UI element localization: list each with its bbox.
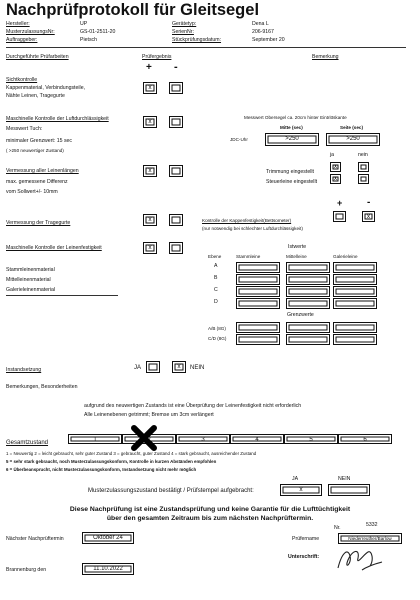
zustand-legend-3: 6 = Überbeansprucht, nicht Musterzulassungskonform, Instandsetzung nicht mehr möglich <box>6 467 197 472</box>
steuerleine-nein-checkbox[interactable] <box>358 174 369 184</box>
trimmung-label: Trimmung eingestellt <box>266 169 314 175</box>
hersteller-label: Hersteller: <box>6 21 30 27</box>
istwerte-label: Istwerte <box>288 244 307 250</box>
nr-label: Nr. <box>334 525 341 531</box>
stammleine-label: Stammleine <box>236 254 261 259</box>
ebene-row-a: A <box>214 263 218 269</box>
leinen-minus-checkbox[interactable] <box>169 165 183 177</box>
col-plus: + <box>146 62 152 73</box>
gesamtzustand-scale <box>68 434 392 444</box>
zustand-legend-2: 5 = sehr stark gebraucht, noch Musterzulassungskonform, Kontrolle in kurzen Abständen empfohlen <box>6 459 217 464</box>
tragegurte-plus-checkbox[interactable]: x <box>143 214 157 226</box>
pruefername-label: Prüfername <box>292 536 320 542</box>
reiss-minus-header: - <box>367 197 371 208</box>
mittelleine-label: Mittelleine <box>286 254 307 259</box>
muster-ja-checkbox[interactable]: x <box>280 484 322 496</box>
galerieleine-b-field[interactable] <box>333 274 377 285</box>
stamm-material-label: Stammleinenmaterial <box>6 267 55 273</box>
ebene-row-b: B <box>214 275 218 281</box>
cd-label: C/D (8G) <box>208 336 227 341</box>
naechster-label: Nächster Nachprüftermin <box>6 536 64 542</box>
stammleine-c-field[interactable] <box>236 286 280 297</box>
instandsetzung-ja-label: JA <box>134 365 142 371</box>
ebene-row-c: C <box>214 287 218 293</box>
leinen-line2: vom Sollwert+/- 10mm <box>6 189 58 195</box>
grenz-ab-stamm-field[interactable] <box>236 322 280 333</box>
galerieleine-d-field[interactable] <box>333 298 377 309</box>
stueckpruefung-label: Stückprüfungsdatum: <box>172 37 222 43</box>
mittelleine-c-field[interactable] <box>286 286 330 297</box>
luft-seite-value[interactable]: >250 <box>326 133 380 146</box>
ort-label: Brannenburg den <box>6 567 47 573</box>
ab-label: A/B (8G) <box>208 326 226 331</box>
musterzulassung-value: GS-01-2511-20 <box>80 29 116 35</box>
tragegurte-minus-checkbox[interactable] <box>169 214 183 226</box>
zustand-option-5[interactable]: 5 <box>284 434 338 444</box>
luft-seite-label: Seite (sec) <box>340 125 363 130</box>
sichtkontrolle-line1: Kappenmaterial, Verbindungsteile, <box>6 85 86 91</box>
grenz-cd-mittel-field[interactable] <box>286 334 330 345</box>
leinen-line1: max. gemessene Differenz <box>6 179 68 185</box>
galerieleine-label: Galerieleine <box>333 254 358 259</box>
luft-remark: Messwert Obersegel ca. 20cm hinter Eintrittskante <box>244 115 347 120</box>
luft-minus-checkbox[interactable] <box>169 116 183 128</box>
luft-jdc-label: JDC-Uhr <box>230 137 248 142</box>
galerie-material-label: Galerieleinenmaterial <box>6 287 56 293</box>
nr-value: 5332 <box>366 522 378 528</box>
leinen-nein-header: nein <box>358 152 368 158</box>
auftraggeber-value: Pietsch <box>80 37 98 43</box>
luft-mitte-label: Mitte (sec) <box>280 125 303 130</box>
naechster-value[interactable]: Oktober 24 <box>82 532 134 544</box>
grenz-ab-mittel-field[interactable] <box>286 322 330 333</box>
stammleine-a-field[interactable] <box>236 262 280 273</box>
grenz-ab-galerie-field[interactable] <box>333 322 377 333</box>
reiss-title: Kontrolle der Kappenfestigkeit(Bettsometer) <box>202 218 292 223</box>
notice-line1: Diese Nachprüfung ist eine Zustandsprüfung und keine Garantie für die Lufttüchtigkeit <box>69 506 351 513</box>
luft-plus-checkbox[interactable]: x <box>143 116 157 128</box>
instandsetzung-nein-label: NEIN <box>190 365 205 371</box>
gesamtzustand-title: Gesamtzustand <box>6 440 49 446</box>
mittelleine-b-field[interactable] <box>286 274 330 285</box>
pruefername-value[interactable]: Niederreuther/Barlow <box>338 533 402 544</box>
leinen-title: Vermessung aller Leinenlängen <box>6 168 79 174</box>
bemerkungen-line2: Alle Leinenebenen getrimmt; Bremse um 3cm verlängert <box>84 412 214 418</box>
geraetetyp-label: Gerätetyp: <box>172 21 197 27</box>
instandsetzung-title: Instandsetzung <box>6 367 42 373</box>
seriennr-value: 206-9167 <box>252 29 274 35</box>
mittelleine-d-field[interactable] <box>286 298 330 309</box>
zustand-legend-1: 1 = Neuwertig 2 = leicht gebraucht, sehr guter Zustand 3 = gebraucht, guter Zustand 4 = stark gebraucht, ausreichender Zustand <box>6 451 257 456</box>
col-bemerkung: Bemerkung <box>312 54 339 60</box>
signature-image <box>334 544 386 576</box>
muster-nein-header: NEIN <box>338 476 351 482</box>
galerieleine-a-field[interactable] <box>333 262 377 273</box>
luft-neuwertig: ( >250 neuwertiger Zustand) <box>6 148 64 153</box>
page-title: Nachprüfprotokoll für Gleitsegel <box>6 1 260 19</box>
sichtkontrolle-plus-checkbox[interactable]: x <box>143 82 157 94</box>
grenzwerte-label: Grenzwerte <box>287 312 314 318</box>
reiss-minus-checkbox[interactable]: x <box>362 211 375 222</box>
bemerkungen-title: Bemerkungen, Besonderheiten <box>6 384 78 390</box>
luft-mitte-value[interactable]: >250 <box>265 133 319 146</box>
geraetetyp-value: Dena L <box>252 21 269 27</box>
ebene-label: Ebene <box>208 254 222 259</box>
stueckpruefung-value: September 20 <box>252 37 285 43</box>
material-underline <box>6 295 118 296</box>
stammleine-d-field[interactable] <box>236 298 280 309</box>
mittelleine-a-field[interactable] <box>286 262 330 273</box>
zustand-selected-cross-mark <box>131 425 157 451</box>
zustand-option-1[interactable]: 1 <box>68 434 122 444</box>
sichtkontrolle-title: Sichtkontrolle <box>6 77 38 83</box>
galerieleine-c-field[interactable] <box>333 286 377 297</box>
leinen-plus-checkbox[interactable]: x <box>143 165 157 177</box>
reiss-note: (nur notwendig bei schlechter Luftdurchlässigkeit) <box>202 226 303 231</box>
instandsetzung-ja-checkbox[interactable] <box>146 361 160 373</box>
reiss-plus-checkbox[interactable] <box>333 211 346 222</box>
notice-line2: über den gesamten Zeitraum bis zum nächsten Nachprüftermin. <box>106 515 314 522</box>
reiss-plus-header: + <box>337 198 343 208</box>
steuerleine-ja-checkbox[interactable]: x <box>330 174 341 184</box>
col-durchgefuehrt: Durchgeführte Prüfarbeiten <box>6 54 69 60</box>
mittel-material-label: Mittelleinenmaterial <box>6 277 51 283</box>
sichtkontrolle-line2: Nähte Leinen, Tragegurte <box>6 93 65 99</box>
col-ergebnis: Prüfergebnis <box>142 54 172 60</box>
header-divider <box>6 47 406 48</box>
col-minus: - <box>174 61 178 73</box>
auftraggeber-label: Auftraggeber: <box>6 37 38 43</box>
zustand-option-6[interactable]: 6 <box>338 434 392 444</box>
luft-grenzwert: minimaler Grenzwert: 15 sec <box>6 138 73 144</box>
stammleine-b-field[interactable] <box>236 274 280 285</box>
grenz-cd-stamm-field[interactable] <box>236 334 280 345</box>
trimmung-ja-checkbox[interactable]: x <box>330 162 341 172</box>
zustand-option-4[interactable]: 4 <box>230 434 284 444</box>
hersteller-value: UP <box>80 21 88 27</box>
seriennr-label: SerienNr: <box>172 29 194 35</box>
luft-title: Maschinelle Kontrolle der Luftdurchlässigkeit <box>6 116 109 122</box>
leinen-ja-header: ja <box>330 152 335 158</box>
trimmung-nein-checkbox[interactable] <box>358 162 369 172</box>
musterzulassung-label: MusterzulassungsNr: <box>6 29 55 35</box>
instandsetzung-nein-checkbox[interactable]: x <box>172 361 186 373</box>
bemerkungen-line1: aufgrund des neuwertigen Zustands ist eine Überprüfung der Leinenfestigkeit nicht erforderlich <box>84 403 302 409</box>
datum-value[interactable]: 11.10.2022 <box>82 563 134 575</box>
tragegurte-title: Vermessung der Tragegurte <box>6 220 71 226</box>
leinenfestigkeit-plus-checkbox[interactable]: x <box>143 242 157 254</box>
muster-nein-checkbox[interactable] <box>328 484 370 496</box>
muster-status-label: Musterzulassungszustand bestätigt / Prüfstempel aufgebracht: <box>88 488 254 494</box>
sichtkontrolle-minus-checkbox[interactable] <box>169 82 183 94</box>
grenz-cd-galerie-field[interactable] <box>333 334 377 345</box>
unterschrift-label: Unterschrift: <box>288 554 320 560</box>
zustand-option-3[interactable]: 3 <box>176 434 230 444</box>
leinenfestigkeit-minus-checkbox[interactable] <box>169 242 183 254</box>
steuerleine-label: Steuerleine eingestellt <box>266 179 318 185</box>
ebene-row-d: D <box>214 299 218 305</box>
luft-messwert: Messwert Tuch: <box>6 126 43 132</box>
leinenfestigkeit-title: Maschinelle Kontrolle der Leinenfestigkeit <box>6 245 102 251</box>
muster-ja-header: JA <box>292 476 299 482</box>
